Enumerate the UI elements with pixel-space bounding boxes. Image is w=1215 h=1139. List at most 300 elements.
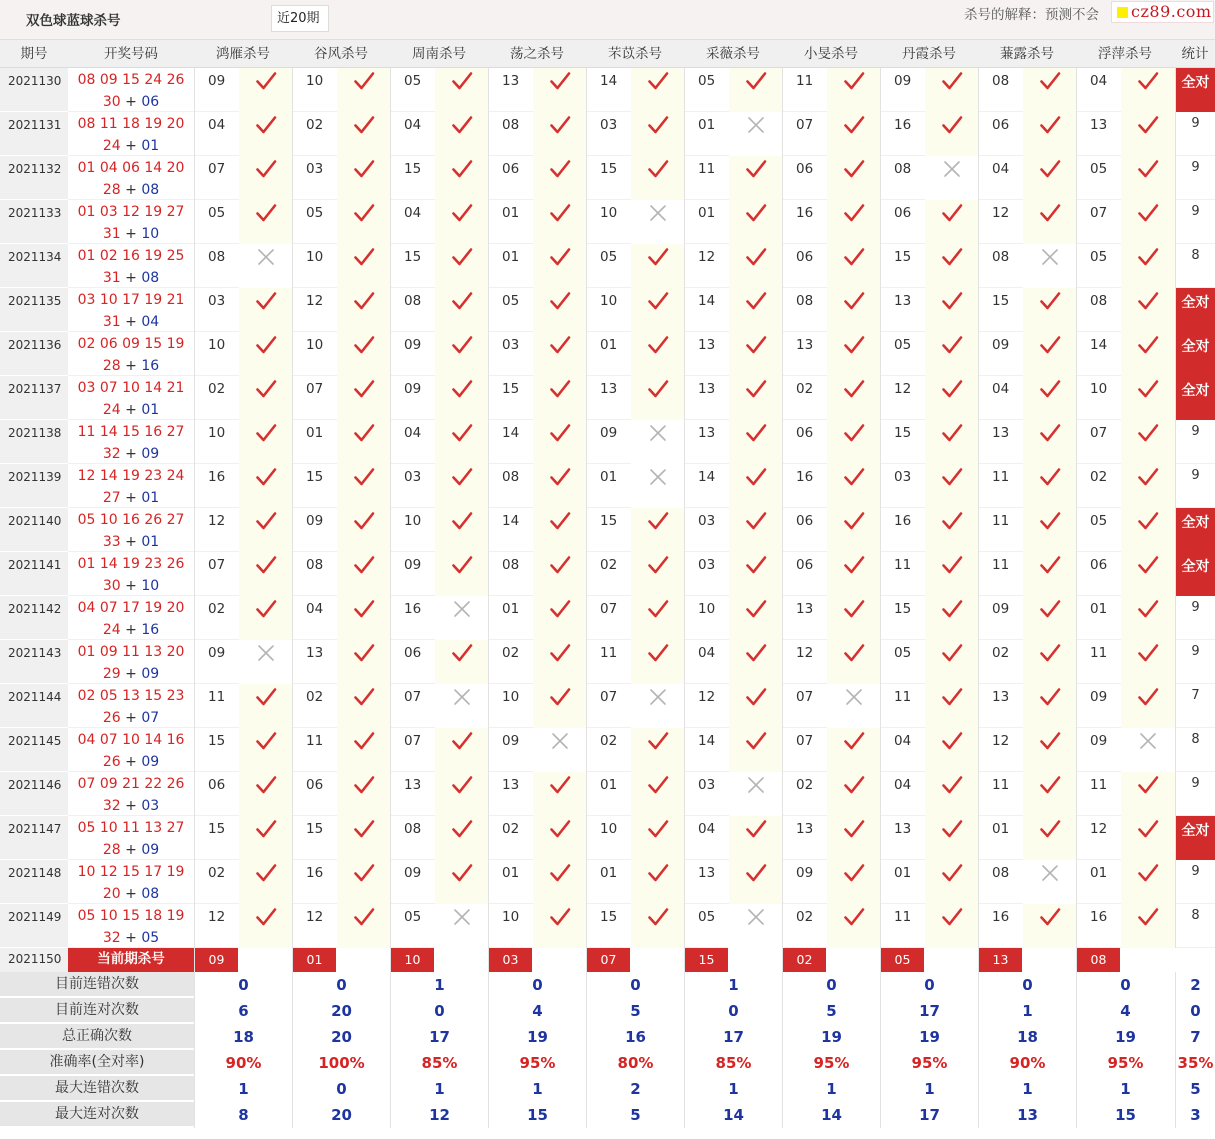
check-icon	[549, 686, 571, 708]
draw-line2	[68, 795, 194, 817]
header-cell: 荡之杀号	[510, 46, 564, 62]
result-correct	[435, 376, 489, 420]
kill-number: 11	[1090, 777, 1108, 793]
draw-numbers	[68, 772, 194, 816]
kill-cell	[292, 772, 390, 816]
kill-number: 03	[306, 161, 324, 177]
table-row	[0, 552, 1215, 596]
kill-number: 08	[404, 293, 422, 309]
result-correct	[533, 68, 587, 112]
check-icon	[843, 510, 865, 532]
draw-line2	[68, 663, 194, 685]
draw-line2	[68, 487, 194, 509]
kill-number: 15	[894, 249, 912, 265]
kill-cell	[978, 200, 1076, 244]
result-correct	[337, 860, 391, 904]
check-icon	[549, 422, 571, 444]
kill-number: 15	[894, 425, 912, 441]
site-logo[interactable]	[1111, 1, 1214, 23]
red-ball: 27	[102, 490, 121, 506]
kill-cell	[782, 464, 880, 508]
kill-cell	[978, 552, 1076, 596]
current-kill-number: 05	[881, 948, 924, 972]
check-icon	[745, 598, 767, 620]
cross-icon	[745, 774, 767, 796]
draw-line2	[68, 619, 194, 641]
kill-cell	[586, 112, 684, 156]
kill-cell	[390, 728, 488, 772]
kill-cell	[390, 904, 488, 948]
result-wrong	[435, 596, 489, 640]
kill-number: 01	[502, 601, 520, 617]
header-cell: 周南杀号	[412, 46, 466, 62]
kill-cell	[390, 156, 488, 200]
blue-ball: 10	[141, 226, 160, 242]
kill-cell	[880, 596, 978, 640]
kill-number: 11	[992, 513, 1010, 529]
result-correct	[1023, 728, 1077, 772]
kill-cell	[194, 904, 292, 948]
kill-cell	[390, 508, 488, 552]
check-icon	[1137, 642, 1159, 664]
kill-cell	[194, 640, 292, 684]
draw-numbers	[68, 684, 194, 728]
result-correct	[239, 376, 293, 420]
stats-value: 95%	[782, 1050, 880, 1076]
plus-sign: +	[120, 402, 142, 418]
result-correct	[827, 816, 881, 860]
stats-total: 0	[1175, 998, 1215, 1024]
result-correct	[533, 244, 587, 288]
result-correct	[435, 640, 489, 684]
check-icon	[255, 290, 277, 312]
kill-cell	[684, 68, 782, 112]
red-balls-line1: 01 04 06 14 20	[77, 160, 185, 176]
draw-line2	[68, 575, 194, 597]
check-icon	[745, 510, 767, 532]
cross-icon	[647, 422, 669, 444]
result-correct	[337, 684, 391, 728]
kill-number: 02	[600, 557, 618, 573]
result-correct	[1023, 156, 1077, 200]
current-kill-cell	[880, 948, 978, 972]
kill-cell	[488, 596, 586, 640]
check-icon	[451, 70, 473, 92]
period-range-select[interactable]: 近20期	[271, 5, 329, 32]
stats-value: 0	[978, 972, 1076, 998]
check-icon	[255, 334, 277, 356]
kill-cell	[194, 772, 292, 816]
kill-number: 07	[208, 161, 226, 177]
check-icon	[1137, 862, 1159, 884]
kill-cell	[978, 904, 1076, 948]
result-correct	[925, 420, 979, 464]
check-icon	[745, 554, 767, 576]
kill-number: 15	[306, 469, 324, 485]
stats-value: 0	[586, 972, 684, 998]
cross-icon	[1039, 862, 1061, 884]
kill-cell	[390, 860, 488, 904]
kill-cell	[194, 244, 292, 288]
kill-cell	[586, 860, 684, 904]
stats-value: 5	[586, 998, 684, 1024]
check-icon	[941, 862, 963, 884]
result-correct	[631, 112, 685, 156]
check-icon	[549, 202, 571, 224]
result-wrong	[729, 904, 783, 948]
red-balls-line1: 08 11 18 19 20	[77, 116, 185, 132]
kill-cell	[880, 860, 978, 904]
kill-cell	[782, 904, 880, 948]
check-icon	[353, 554, 375, 576]
check-icon	[1137, 334, 1159, 356]
check-icon	[353, 378, 375, 400]
kill-number: 02	[306, 689, 324, 705]
kill-number: 15	[502, 381, 520, 397]
result-correct	[631, 156, 685, 200]
kill-cell	[978, 772, 1076, 816]
stats-value: 95%	[1076, 1050, 1174, 1076]
check-icon	[549, 378, 571, 400]
kill-cell	[978, 288, 1076, 332]
kill-number: 13	[698, 381, 716, 397]
kill-cell	[390, 640, 488, 684]
check-icon	[549, 642, 571, 664]
check-icon	[647, 114, 669, 136]
check-icon	[745, 202, 767, 224]
kill-cell	[880, 156, 978, 200]
check-icon	[549, 774, 571, 796]
kill-cell	[586, 904, 684, 948]
stat-cell: 9	[1175, 860, 1215, 904]
check-icon	[255, 510, 277, 532]
period-cell: 2021147	[0, 816, 68, 860]
result-correct	[631, 552, 685, 596]
result-correct	[729, 816, 783, 860]
result-correct	[827, 508, 881, 552]
red-balls-line1: 03 07 10 14 21	[77, 380, 185, 396]
kill-number: 14	[600, 73, 618, 89]
check-icon	[549, 466, 571, 488]
kill-cell	[684, 640, 782, 684]
result-correct	[827, 552, 881, 596]
check-icon	[941, 598, 963, 620]
stats-total: 5	[1175, 1076, 1215, 1102]
kill-number: 06	[796, 513, 814, 529]
check-icon	[843, 246, 865, 268]
check-icon	[1039, 510, 1061, 532]
result-correct	[1023, 684, 1077, 728]
kill-cell	[390, 772, 488, 816]
check-icon	[843, 906, 865, 928]
cross-icon	[941, 158, 963, 180]
current-kill-cell	[194, 948, 292, 972]
check-icon	[843, 158, 865, 180]
kill-cell	[488, 112, 586, 156]
result-correct	[337, 376, 391, 420]
kill-cell	[488, 552, 586, 596]
period-cell: 2021137	[0, 376, 68, 420]
plus-sign: +	[120, 622, 142, 638]
result-correct	[435, 552, 489, 596]
kill-number: 15	[306, 821, 324, 837]
kill-explanation: 杀号的解释：预测不会	[964, 7, 1099, 23]
check-icon	[941, 510, 963, 532]
check-icon	[745, 686, 767, 708]
kill-number: 15	[600, 161, 618, 177]
kill-number: 08	[992, 865, 1010, 881]
check-icon	[451, 642, 473, 664]
check-icon	[843, 422, 865, 444]
check-icon	[353, 290, 375, 312]
kill-number: 08	[404, 821, 422, 837]
result-correct	[729, 332, 783, 376]
kill-cell	[586, 464, 684, 508]
result-correct	[1121, 112, 1175, 156]
kill-cell	[390, 684, 488, 728]
cross-icon	[745, 906, 767, 928]
plus-sign: +	[120, 798, 142, 814]
check-icon	[451, 774, 473, 796]
check-icon	[549, 554, 571, 576]
kill-number: 12	[208, 909, 226, 925]
kill-number: 13	[796, 821, 814, 837]
result-correct	[533, 640, 587, 684]
result-correct	[435, 728, 489, 772]
check-icon	[745, 862, 767, 884]
check-icon	[1039, 730, 1061, 752]
check-icon	[1039, 378, 1061, 400]
kill-cell	[194, 684, 292, 728]
kill-cell	[684, 552, 782, 596]
stats-value: 85%	[390, 1050, 488, 1076]
stats-total: 7	[1175, 1024, 1215, 1050]
check-icon	[353, 246, 375, 268]
red-ball: 32	[102, 798, 121, 814]
check-icon	[1039, 818, 1061, 840]
plus-sign: +	[120, 754, 142, 770]
kill-cell	[782, 860, 880, 904]
check-icon	[941, 730, 963, 752]
plus-sign: +	[120, 138, 142, 154]
result-correct	[1121, 596, 1175, 640]
check-icon	[745, 730, 767, 752]
kill-cell	[194, 112, 292, 156]
check-icon	[843, 730, 865, 752]
kill-cell	[586, 156, 684, 200]
stats-value: 17	[390, 1024, 488, 1050]
result-correct	[533, 684, 587, 728]
result-correct	[631, 860, 685, 904]
kill-number: 02	[502, 645, 520, 661]
kill-number: 01	[698, 117, 716, 133]
stats-value: 1	[978, 998, 1076, 1024]
result-correct	[533, 156, 587, 200]
stat-cell: 9	[1175, 640, 1215, 684]
result-correct	[925, 772, 979, 816]
kill-number: 02	[1090, 469, 1108, 485]
check-icon	[1137, 774, 1159, 796]
cross-icon	[451, 906, 473, 928]
check-icon	[353, 774, 375, 796]
blue-ball: 09	[141, 842, 160, 858]
result-correct	[631, 68, 685, 112]
stats-row	[0, 972, 1215, 998]
table-header	[0, 40, 1215, 68]
check-icon	[549, 158, 571, 180]
period-cell: 2021142	[0, 596, 68, 640]
result-correct	[827, 156, 881, 200]
kill-cell	[880, 904, 978, 948]
draw-numbers	[68, 112, 194, 156]
draw-numbers	[68, 420, 194, 464]
kill-number: 01	[698, 205, 716, 221]
kill-number: 10	[600, 205, 618, 221]
kill-number: 05	[1090, 161, 1108, 177]
stats-value: 19	[1076, 1024, 1174, 1050]
check-icon	[255, 730, 277, 752]
red-balls-line1: 04 07 10 14 16	[77, 732, 185, 748]
kill-cell	[1076, 728, 1174, 772]
check-icon	[647, 378, 669, 400]
kill-cell	[292, 684, 390, 728]
kill-cell	[1076, 332, 1174, 376]
kill-number: 16	[306, 865, 324, 881]
draw-line2	[68, 135, 194, 157]
check-icon	[843, 862, 865, 884]
kill-number: 11	[306, 733, 324, 749]
check-icon	[647, 906, 669, 928]
kill-number: 09	[894, 73, 912, 89]
table-row	[0, 112, 1215, 156]
check-icon	[451, 246, 473, 268]
check-icon	[647, 598, 669, 620]
result-wrong	[925, 156, 979, 200]
kill-number: 15	[600, 513, 618, 529]
check-icon	[451, 158, 473, 180]
kill-number: 09	[404, 381, 422, 397]
cross-icon	[255, 246, 277, 268]
result-correct	[239, 68, 293, 112]
kill-cell	[292, 288, 390, 332]
header-cell: 丹霞杀号	[902, 46, 956, 62]
check-icon	[941, 466, 963, 488]
result-correct	[533, 860, 587, 904]
stats-value: 17	[684, 1024, 782, 1050]
kill-cell	[586, 376, 684, 420]
check-icon	[941, 686, 963, 708]
kill-cell	[292, 332, 390, 376]
stats-value: 1	[1076, 1076, 1174, 1102]
kill-number: 10	[1090, 381, 1108, 397]
kill-cell	[1076, 640, 1174, 684]
kill-cell	[782, 244, 880, 288]
result-correct	[533, 332, 587, 376]
kill-number: 04	[992, 161, 1010, 177]
kill-number: 13	[698, 337, 716, 353]
kill-number: 06	[992, 117, 1010, 133]
red-ball: 33	[102, 534, 121, 550]
check-icon	[1039, 70, 1061, 92]
check-icon	[353, 334, 375, 356]
kill-number: 13	[404, 777, 422, 793]
kill-number: 03	[502, 337, 520, 353]
result-wrong	[435, 904, 489, 948]
check-icon	[1137, 378, 1159, 400]
header-cell: 浮萍杀号	[1098, 46, 1152, 62]
red-balls-line1: 03 10 17 19 21	[77, 292, 185, 308]
red-ball: 31	[102, 314, 121, 330]
stat-cell: 全对	[1175, 552, 1215, 596]
draw-line2	[68, 91, 194, 113]
check-icon	[647, 642, 669, 664]
result-correct	[1023, 376, 1077, 420]
red-ball: 31	[102, 226, 121, 242]
result-correct	[631, 904, 685, 948]
kill-number: 04	[404, 425, 422, 441]
check-icon	[647, 554, 669, 576]
kill-cell	[684, 288, 782, 332]
current-kill-number: 01	[293, 948, 336, 972]
kill-cell	[1076, 860, 1174, 904]
header-cell: 统计	[1181, 46, 1209, 62]
stats-row	[0, 1050, 1215, 1076]
check-icon	[647, 158, 669, 180]
draw-numbers	[68, 156, 194, 200]
result-correct	[533, 112, 587, 156]
kill-number: 02	[208, 601, 226, 617]
check-icon	[1137, 70, 1159, 92]
kill-number: 14	[502, 513, 520, 529]
check-icon	[549, 290, 571, 312]
check-icon	[255, 158, 277, 180]
check-icon	[843, 818, 865, 840]
plus-sign: +	[120, 226, 142, 242]
draw-line2	[68, 311, 194, 333]
check-icon	[941, 378, 963, 400]
kill-cell	[488, 816, 586, 860]
result-correct	[337, 200, 391, 244]
draw-line2	[68, 927, 194, 949]
red-balls-line1: 12 14 19 23 24	[77, 468, 185, 484]
stats-label: 准确率(全对率)	[0, 1050, 194, 1075]
result-wrong	[1023, 860, 1077, 904]
kill-number: 01	[992, 821, 1010, 837]
draw-numbers	[68, 200, 194, 244]
current-kill-cell	[390, 948, 488, 972]
table-row	[0, 68, 1215, 112]
kill-number: 12	[1090, 821, 1108, 837]
kill-cell	[194, 816, 292, 860]
kill-number: 03	[208, 293, 226, 309]
check-icon	[1137, 686, 1159, 708]
kill-number: 12	[698, 249, 716, 265]
kill-cell	[978, 860, 1076, 904]
check-icon	[1137, 906, 1159, 928]
kill-number: 09	[992, 337, 1010, 353]
kill-cell	[1076, 684, 1174, 728]
result-correct	[925, 728, 979, 772]
result-correct	[827, 904, 881, 948]
check-icon	[353, 730, 375, 752]
kill-cell	[194, 728, 292, 772]
kill-cell	[782, 420, 880, 464]
kill-cell	[1076, 596, 1174, 640]
blue-ball: 06	[141, 94, 160, 110]
result-correct	[1023, 904, 1077, 948]
current-kill-number: 03	[489, 948, 532, 972]
kill-number: 06	[1090, 557, 1108, 573]
